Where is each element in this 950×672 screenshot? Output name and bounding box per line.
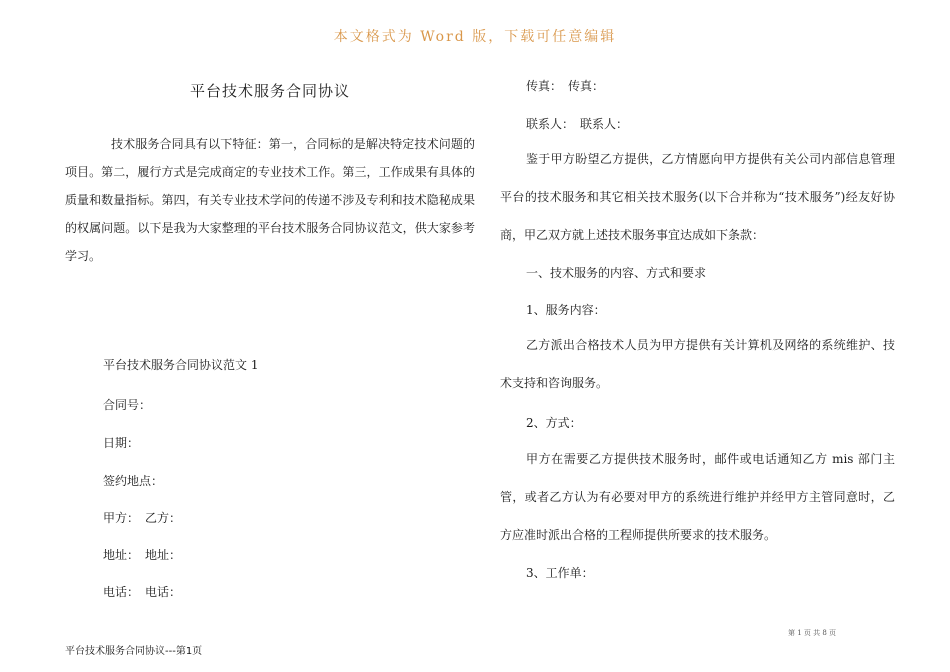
word-format-banner: 本文格式为 Word 版，下载可任意编辑 (333, 29, 617, 45)
contract-number-field: 合同号： (103, 398, 152, 412)
intro-paragraph: 技术服务合同具有以下特征：第一，合同标的是解决特定技术问题的项目。第二，履行方式是完成商定的专业技术工作。第三，工作成果有具体的质量和数量指标。第四，有关专业技术学问的传递不涉及专利和技术隐秘成果的权属问题。以下是我为大家整理的平台技术服务合同协议范文，供大家参考学习。 (65, 137, 475, 263)
section-heading-3: 2、方式： (526, 416, 582, 430)
date-field: 日期： (103, 436, 140, 450)
fax-field: 传真： 传真： (526, 79, 605, 93)
page-number: 第 1 页 共 8 页 (788, 629, 837, 637)
address-field: 地址： 地址： (103, 548, 182, 562)
signing-location-field: 签约地点： (103, 474, 164, 488)
phone-field: 电话： 电话： (103, 585, 182, 599)
method-paragraph: 甲方在需要乙方提供技术服务时，邮件或电话通知乙方 mis 部门主管，或者乙方认为有必要对甲方的系统进行维护并经甲方主管同意时，乙方应准时派出合格的工程师提供所要求的技术服务。 (500, 452, 895, 542)
sample-heading: 平台技术服务合同协议范文 1 (103, 358, 259, 372)
contact-field: 联系人： 联系人： (526, 117, 629, 131)
page-footer: 平台技术服务合同协议---第1页 (65, 646, 203, 657)
service-content-paragraph: 乙方派出合格技术人员为甲方提供有关计算机及网络的系统维护、技术支持和咨询服务。 (500, 338, 895, 390)
document-title: 平台技术服务合同协议 (189, 82, 350, 100)
section-heading-4: 3、工作单： (526, 566, 594, 580)
section-heading-1: 一、技术服务的内容、方式和要求 (526, 266, 707, 280)
party-field: 甲方： 乙方： (103, 511, 182, 525)
section-heading-2: 1、服务内容： (526, 303, 606, 317)
preamble-paragraph: 鉴于甲方盼望乙方提供，乙方情愿向甲方提供有关公司内部信息管理平台的技术服务和其它相关技术服务(以下合并称为“技术服务”)经友好协商，甲乙双方就上述技术服务事宜达成如下条款： (500, 152, 895, 242)
